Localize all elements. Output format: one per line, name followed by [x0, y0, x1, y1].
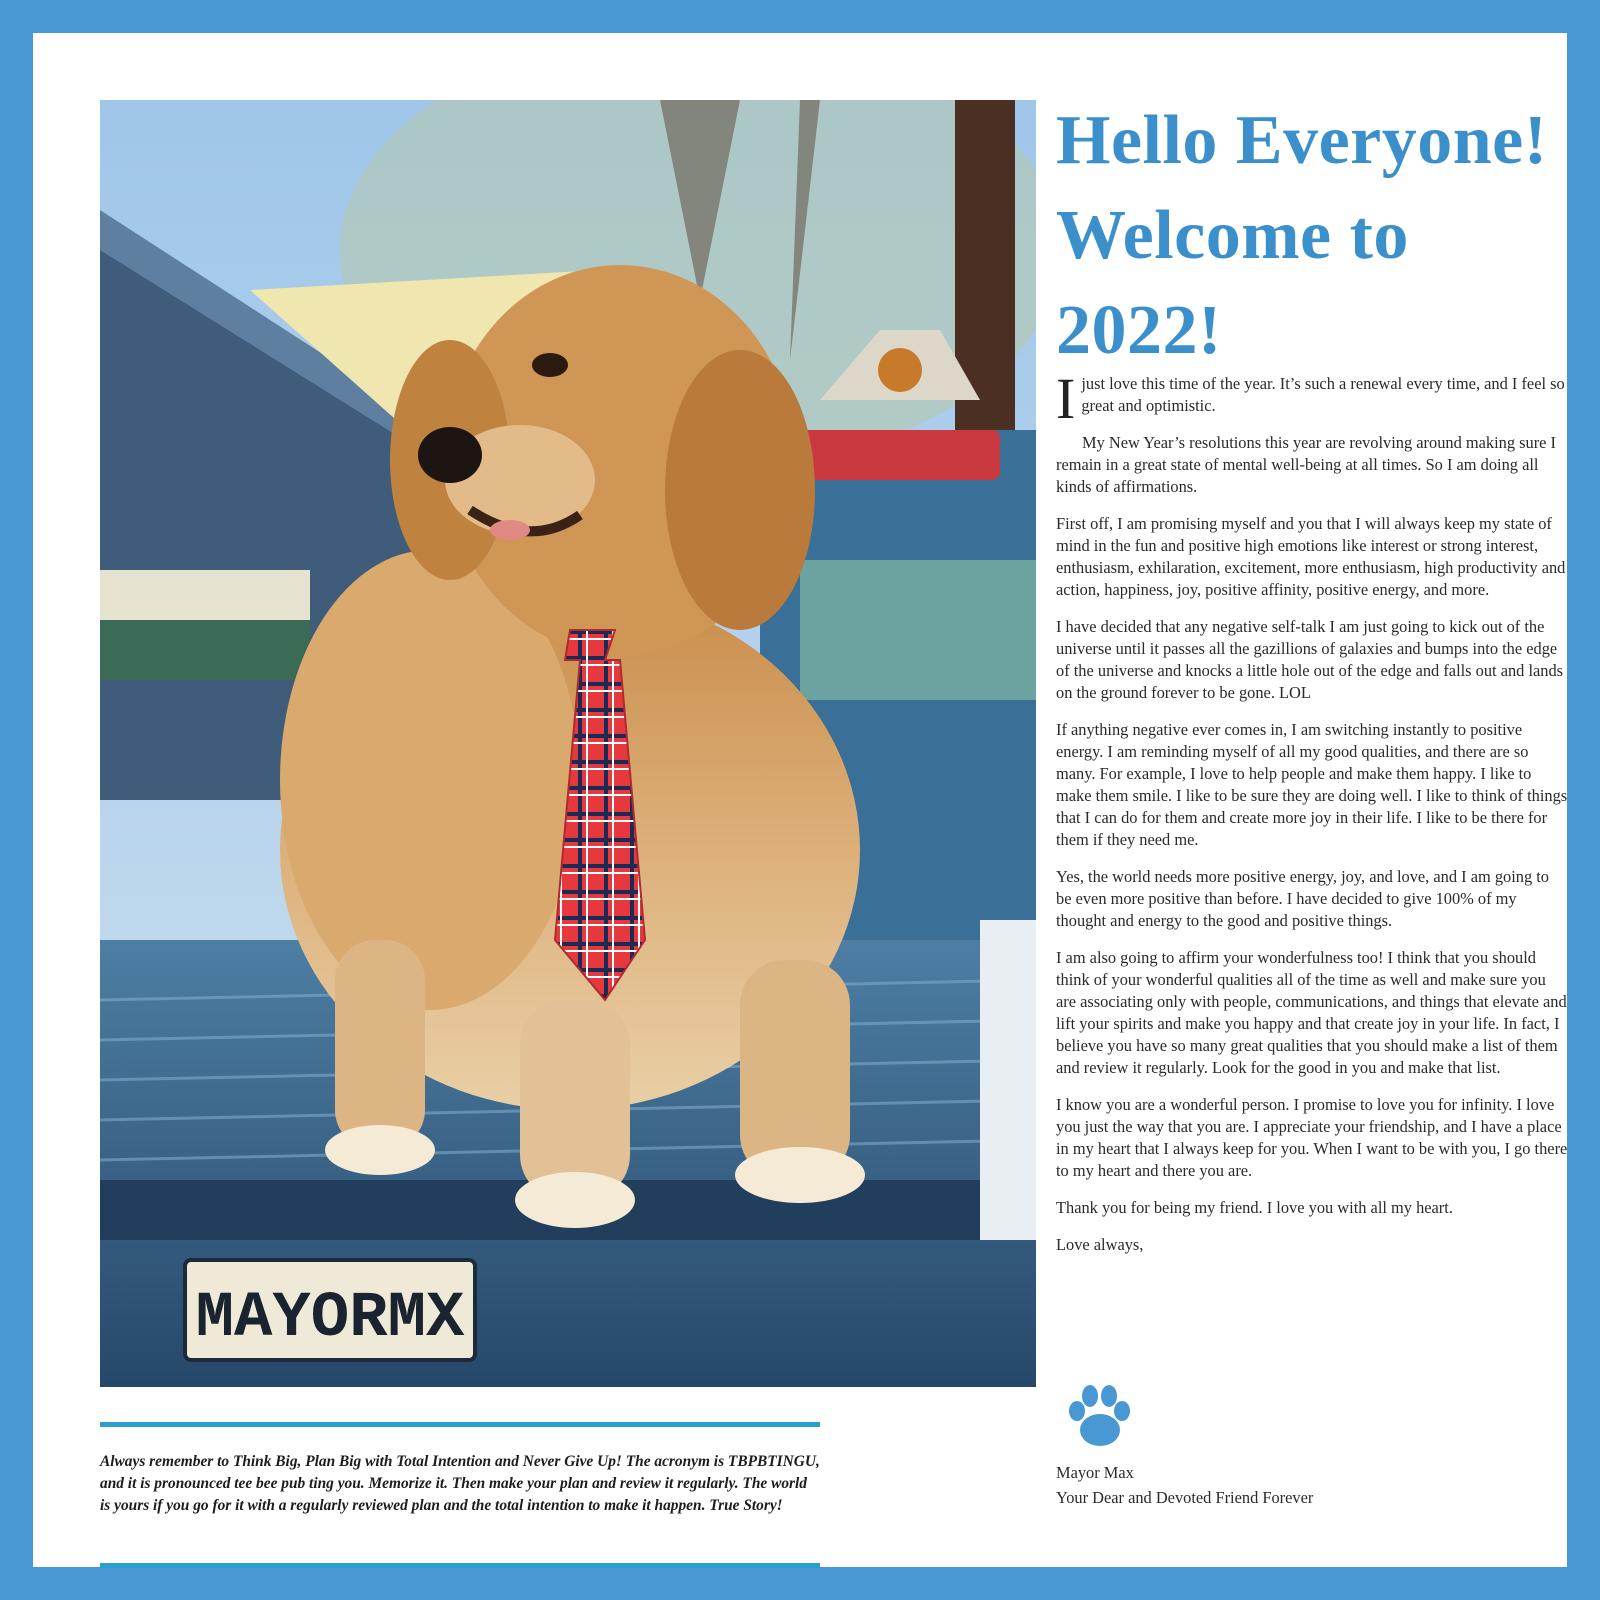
letter-paragraph-6: Yes, the world needs more positive energy, joy, and love, and I am going to be even more positive than before. I have decided to give 100% of my thought and energy to the good and positive things.	[1056, 867, 1549, 930]
signature-title: Your Dear and Devoted Friend Forever	[1056, 1488, 1314, 1507]
title-line-2: Welcome to	[1056, 197, 1409, 274]
motto-bottom-rule	[100, 1563, 820, 1568]
paw-print-icon	[1064, 1383, 1134, 1451]
drop-cap: I	[1056, 366, 1076, 431]
letter-paragraph-1	[1056, 366, 1568, 431]
letter-paragraph-1-text: just love this time of the year. It’s such a renewal every time, and I feel so great and optimistic.	[1081, 374, 1565, 415]
letter-paragraph-8: I know you are a wonderful person. I promise to love you for infinity. I love you just the way that you are. I appreciate your friendship, and I have a place in my heart that I always keep for you. When I want to be with you, I go there to my heart and there you are.	[1056, 1095, 1568, 1180]
letter-paragraph-4: I have decided that any negative self-talk I am just going to kick out of the universe until it passes all the gazillions of galaxies and bumps into the edge of the universe and knocks a little hole out of the edge and falls out and lands on the ground forever to be gone. LOL	[1056, 617, 1564, 702]
motto-top-rule	[100, 1422, 820, 1427]
title-line-3: 2022!	[1056, 292, 1222, 369]
letter-body	[1056, 366, 1568, 1271]
page-title	[1056, 93, 1596, 378]
motto-text: Always remember to Think Big, Plan Big with Total Intention and Never Give Up! The acronym is TBPBTINGU, and it is pronounced tee bee pub ting you. Memorize it. Then make your plan and review it regularly. The world is yours if you go for it with a regularly reviewed plan and the total intention to make it happen. True Story!	[100, 1453, 820, 1514]
license-plate-text: MAYORMX	[195, 1283, 465, 1355]
letter-paragraph-7: I am also going to affirm your wonderfulness too! I think that you should think of your wonderful qualities all of the time as well and make sure you are associating only with people, communications, and things that elevate and lift your spirits and make you happy and that create joy in your life. In fact, I believe you have so many great qualities that you should make a list of them and review it regularly. Look for the good in you and make that list.	[1056, 948, 1567, 1077]
signature-block	[1056, 1460, 1556, 1510]
letter-paragraph-3: First off, I am promising myself and you that I will always keep my state of mind in the fun and positive high emotions like interest or strong interest, enthusiasm, exhilaration, excitement, more enthusiasm, high productivity and action, happiness, joy, positive affinity, positive energy, and more.	[1056, 514, 1566, 599]
letter-closing: Love always,	[1056, 1235, 1144, 1254]
letter-paragraph-9: Thank you for being my friend. I love you with all my heart.	[1056, 1198, 1453, 1217]
title-line-1: Hello Everyone!	[1056, 102, 1548, 179]
letter-paragraph-2: My New Year’s resolutions this year are revolving around making sure I remain in a great state of mental well-being at all times. So I am doing all kinds of affirmations.	[1056, 433, 1557, 496]
dog-photo-illustration	[100, 100, 1036, 1387]
dog-photo	[100, 100, 1036, 1387]
newsletter-page	[33, 33, 1567, 1567]
signature-name: Mayor Max	[1056, 1463, 1134, 1482]
letter-paragraph-5: If anything negative ever comes in, I am switching instantly to positive energy. I am reminding myself of all my good qualities, and there are so many. For example, I love to help people and make them happy. I like to make them smile. I like to be sure they are doing well. I like to think of things that I can do for them and create more joy in their life. I like to be there for them if they need me.	[1056, 720, 1568, 849]
